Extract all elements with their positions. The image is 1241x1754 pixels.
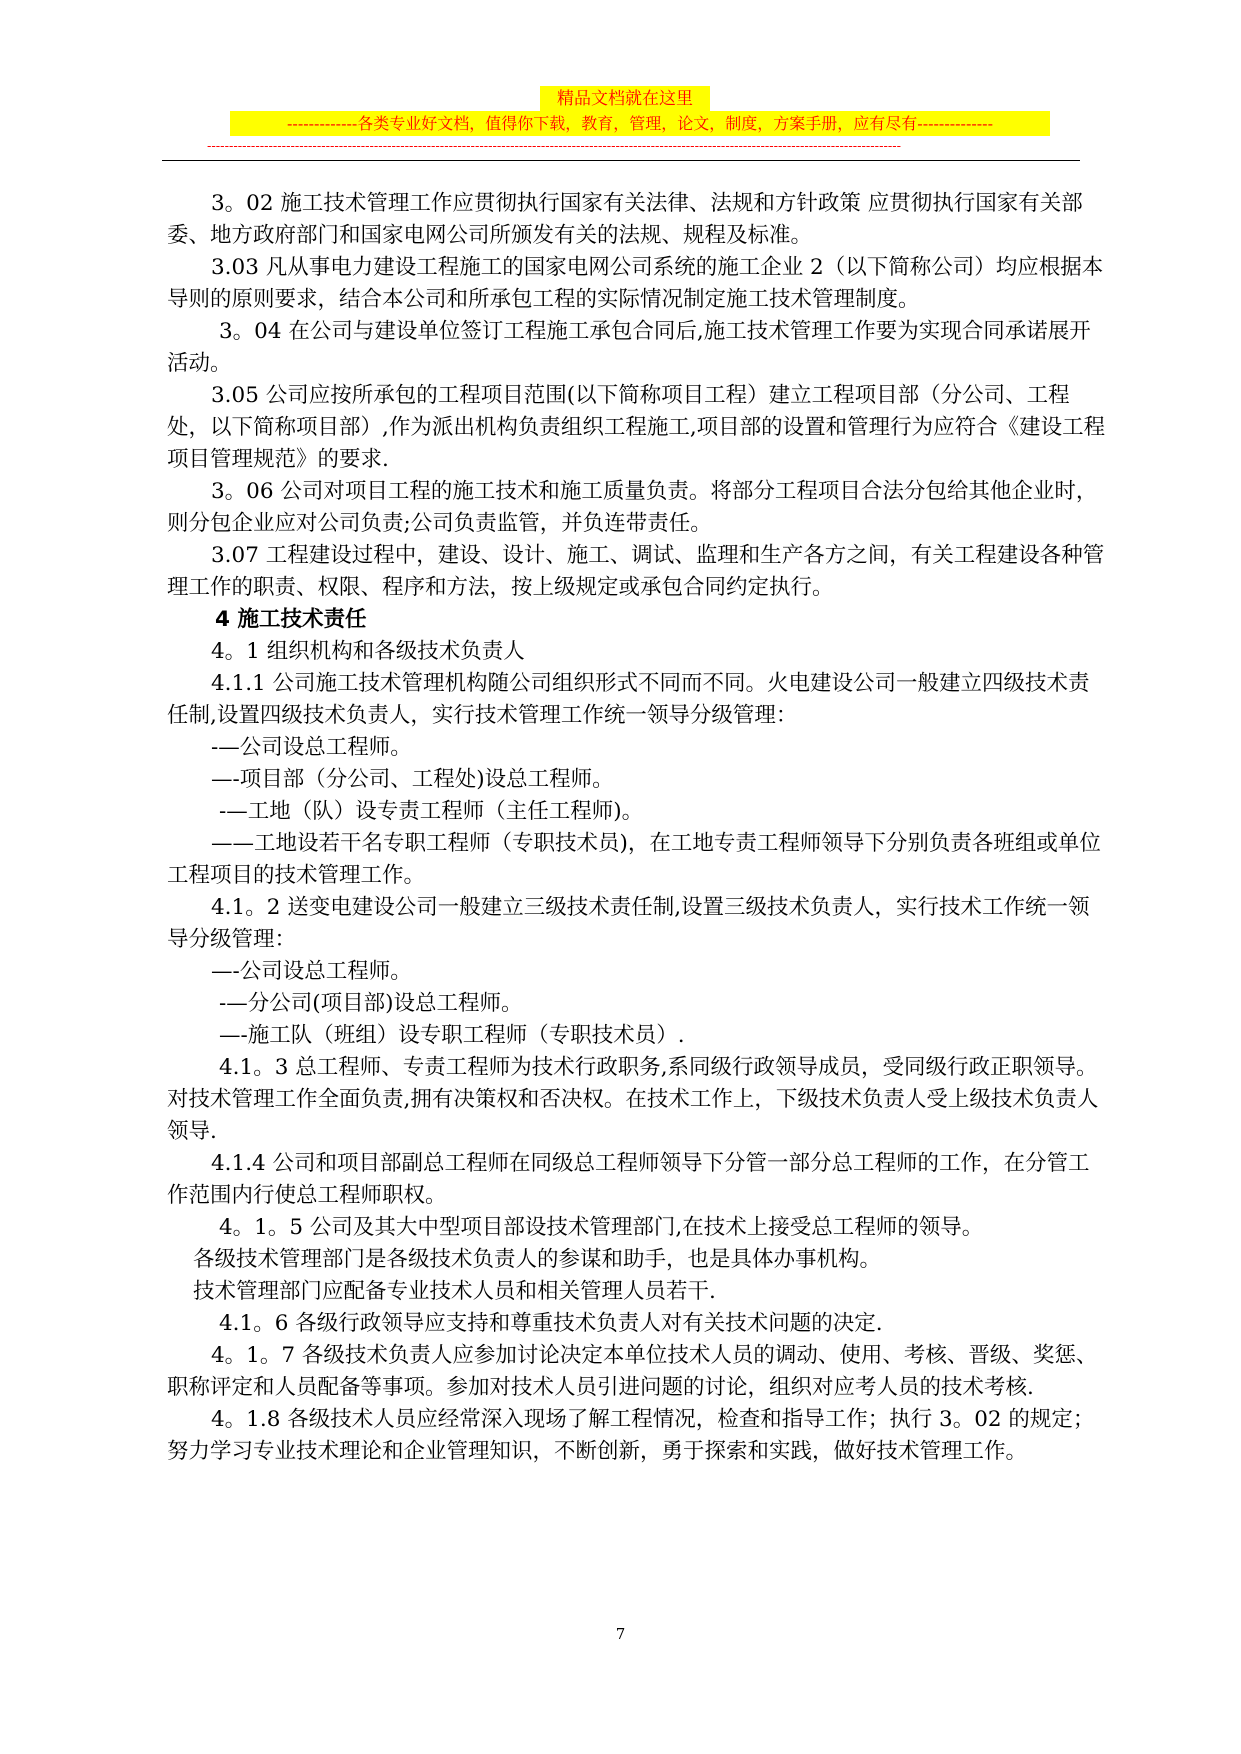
paragraph: 4.1。6 各级行政领导应支持和尊重技术负责人对有关技术问题的决定.: [219, 1311, 883, 1336]
paragraph: 4。1.8 各级技术人员应经常深入现场了解工程情况，检查和指导工作；执行 3。02 的规定；努力学习专业技术理论和企业管理知识，不断创新，勇于探索和实践，做好技术管理工作。: [167, 1407, 1095, 1464]
paragraph: 4。1 组织机构和各级技术负责人: [211, 639, 525, 664]
paragraph: 4。1。5 公司及其大中型项目部设技术管理部门,在技术上接受总工程师的领导。: [219, 1215, 984, 1240]
page-number: 7: [615, 1625, 626, 1643]
paragraph: 3.05 公司应按所承包的工程项目范围(以下简称项目工程）建立工程项目部（分公司、工程处，以下简称项目部）,作为派出机构负责组织工程施工,项目部的设置和管理行为应符合《建设工程项目管理规范》的要求.: [167, 383, 1106, 472]
paragraph: 3。04 在公司与建设单位签订工程施工承包合同后,施工技术管理工作要为实现合同承诺展开活动。: [167, 319, 1091, 376]
paragraph: 4.1。3 总工程师、专责工程师为技术行政职务,系同级行政领导成员，受同级行政正职领导。对技术管理工作全面负责,拥有决策权和否决权。在技术工作上，下级技术负责人受上级技术负责人领导.: [167, 1055, 1099, 1144]
paragraph: 4.1.4 公司和项目部副总工程师在同级总工程师领导下分管一部分总工程师的工作，在分管工作范围内行使总工程师职权。: [167, 1151, 1090, 1208]
paragraph: —-施工队（班组）设专职工程师（专职技术员）.: [219, 1023, 685, 1048]
paragraph: —-公司设总工程师。: [211, 959, 412, 984]
header-subtitle: -------------各类专业好文档，值得你下载，教育，管理，论文，制度，方案手册，应有尽有--------------: [230, 111, 1050, 136]
paragraph: 各级技术管理部门是各级技术负责人的参谋和助手，也是具体办事机构。: [193, 1247, 882, 1272]
paragraph: -—工地（队）设专责工程师（主任工程师)。: [219, 799, 644, 824]
paragraph: -—分公司(项目部)设总工程师。: [219, 991, 523, 1016]
header-rule: [162, 160, 1080, 161]
paragraph: 技术管理部门应配备专业技术人员和相关管理人员若干.: [193, 1279, 716, 1304]
paragraph: 3。02 施工技术管理工作应贯彻执行国家有关法律、法规和方针政策 应贯彻执行国家有关部委、地方政府部门和国家电网公司所颁发有关的法规、规程及标准。: [167, 191, 1083, 248]
paragraph: -—公司设总工程师。: [211, 735, 412, 760]
section-heading: 4 施工技术责任: [215, 607, 367, 632]
document-body: [167, 188, 1109, 1468]
header-dash-line: --------------------------------------------------------------------------------------------------------------------------------------------------------------: [207, 139, 902, 154]
paragraph: 4。1。7 各级技术负责人应参加讨论决定本单位技术人员的调动、使用、考核、晋级、奖惩、职称评定和人员配备等事项。参加对技术人员引进问题的讨论，组织对应考人员的技术考核.: [167, 1343, 1098, 1400]
paragraph: 4.1。2 送变电建设公司一般建立三级技术责任制,设置三级技术负责人，实行技术工作统一领导分级管理：: [167, 895, 1090, 952]
paragraph: —-项目部（分公司、工程处)设总工程师。: [211, 767, 614, 792]
paragraph: 3。06 公司对项目工程的施工技术和施工质量负责。将部分工程项目合法分包给其他企业时，则分包企业应对公司负责;公司负责监管，并负连带责任。: [167, 479, 1098, 536]
paragraph: ——工地设若干名专职工程师（专职技术员)，在工地专责工程师领导下分别负责各班组或单位工程项目的技术管理工作。: [167, 831, 1101, 888]
header-title: 精品文档就在这里: [540, 86, 710, 112]
paragraph: 3.07 工程建设过程中，建设、设计、施工、调试、监理和生产各方之间，有关工程建设各种管理工作的职责、权限、程序和方法，按上级规定或承包合同约定执行。: [167, 543, 1105, 600]
paragraph: 4.1.1 公司施工技术管理机构随公司组织形式不同而不同。火电建设公司一般建立四级技术责任制,设置四级技术负责人，实行技术管理工作统一领导分级管理：: [167, 671, 1090, 728]
paragraph: 3.03 凡从事电力建设工程施工的国家电网公司系统的施工企业 2（以下简称公司）均应根据本导则的原则要求，结合本公司和所承包工程的实际情况制定施工技术管理制度。: [167, 255, 1104, 312]
